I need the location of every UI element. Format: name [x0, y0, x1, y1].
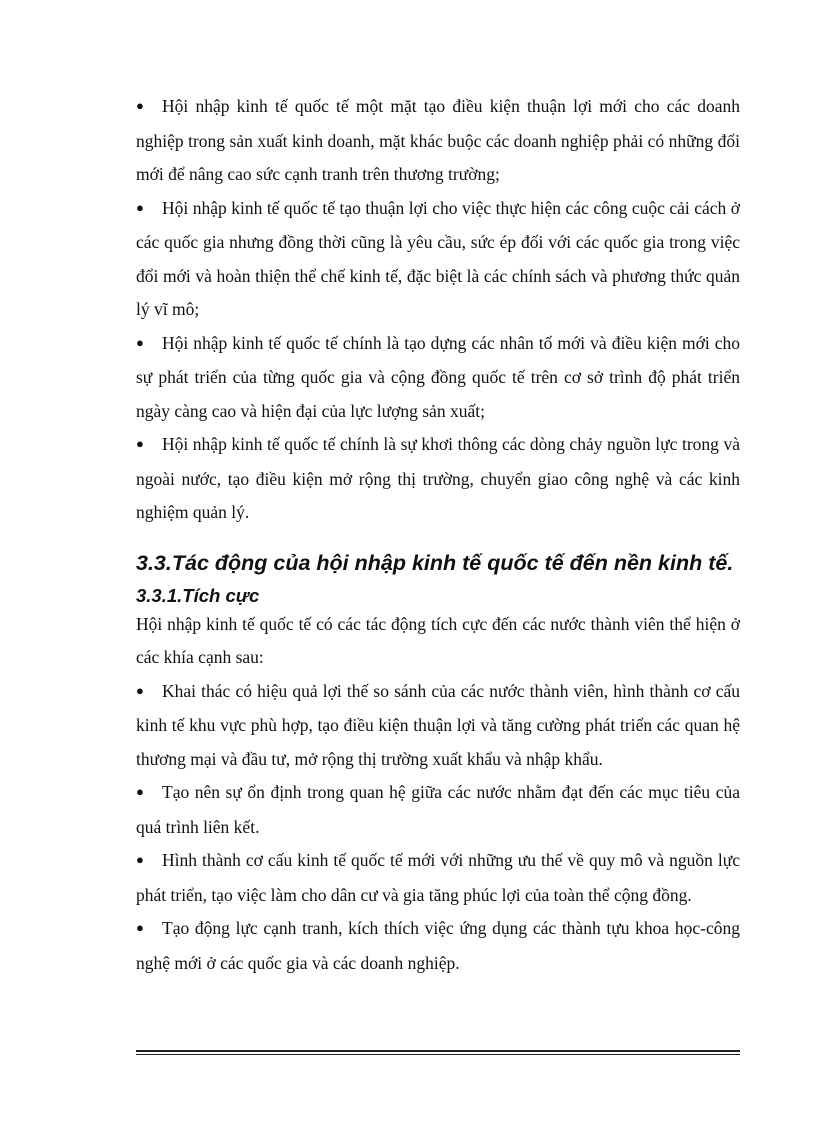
bullet-icon: ●	[136, 436, 144, 451]
list-item: ● Tạo nên sự ổn định trong quan hệ giữa các nước nhằm đạt đến các mục tiêu của quá trình liên kết.	[136, 776, 740, 844]
bullet-icon: ●	[136, 199, 144, 215]
bullet-icon: ●	[136, 852, 144, 867]
list-item: ● Hội nhập kinh tế quốc tế chính là sự khơi thông các dòng chảy nguồn lực trong và ngoài nước, tạo điều kiện mở rộng thị trường, chuyển giao công nghệ và các kinh nghiệm quản lý.	[136, 428, 740, 530]
bullet-icon: ●	[136, 334, 144, 350]
list-item: ● Khai thác có hiệu quả lợi thế so sánh của các nước thành viên, hình thành cơ cấu kinh tế khu vực phù hợp, tạo điều kiện thuận lợi và tăng cường phát triển các quan hệ thương mại và đầu tư, mở rộng thị trường xuất khẩu và nhập khẩu.	[136, 675, 740, 777]
list-item: ● Hội nhập kinh tế quốc tế tạo thuận lợi cho việc thực hiện các công cuộc cải cách ở các quốc gia nhưng đồng thời cũng là yêu cầu, sức ép đối với các quốc gia trong việc đổi mới và hoàn thiện thể chế kinh tế, đặc biệt là các chính sách và phương thức quản lý vĩ mô;	[136, 192, 740, 327]
footer-divider	[136, 1050, 740, 1055]
list-item: ● Hình thành cơ cấu kinh tế quốc tế mới với những ưu thế về quy mô và nguồn lực phát triển, tạo việc làm cho dân cư và gia tăng phúc lợi của toàn thể cộng đồng.	[136, 844, 740, 912]
document-page	[136, 90, 740, 980]
list-item: ● Hội nhập kinh tế quốc tế chính là tạo dựng các nhân tố mới và điều kiện mới cho sự phát triển của từng quốc gia và cộng đồng quốc tế trên cơ sở trình độ phát triển ngày càng cao và hiện đại của lực lượng sản xuất;	[136, 327, 740, 429]
bullet-icon: ●	[136, 98, 144, 113]
list-item: ● Tạo động lực cạnh tranh, kích thích việc ứng dụng các thành tựu khoa học-công nghệ mới ở các quốc gia và các doanh nghiệp.	[136, 912, 740, 980]
subsection-heading: 3.3.1.Tích cực	[136, 584, 260, 606]
section-heading: 3.3.Tác động của hội nhập kinh tế quốc tế đến nền kinh tế.	[136, 550, 734, 575]
intro-paragraph: Hội nhập kinh tế quốc tế có các tác động tích cực đến các nước thành viên thể hiện ở các khía cạnh sau:	[136, 613, 740, 667]
list-item: ● Hội nhập kinh tế quốc tế một mặt tạo điều kiện thuận lợi mới cho các doanh nghiệp trong sản xuất kinh doanh, mặt khác buộc các doanh nghiệp phải có những đổi mới để nâng cao sức cạnh tranh trên thương trường;	[136, 90, 740, 192]
bullet-icon: ●	[136, 920, 144, 935]
bullet-icon: ●	[136, 784, 144, 799]
bullet-icon: ●	[136, 682, 144, 698]
